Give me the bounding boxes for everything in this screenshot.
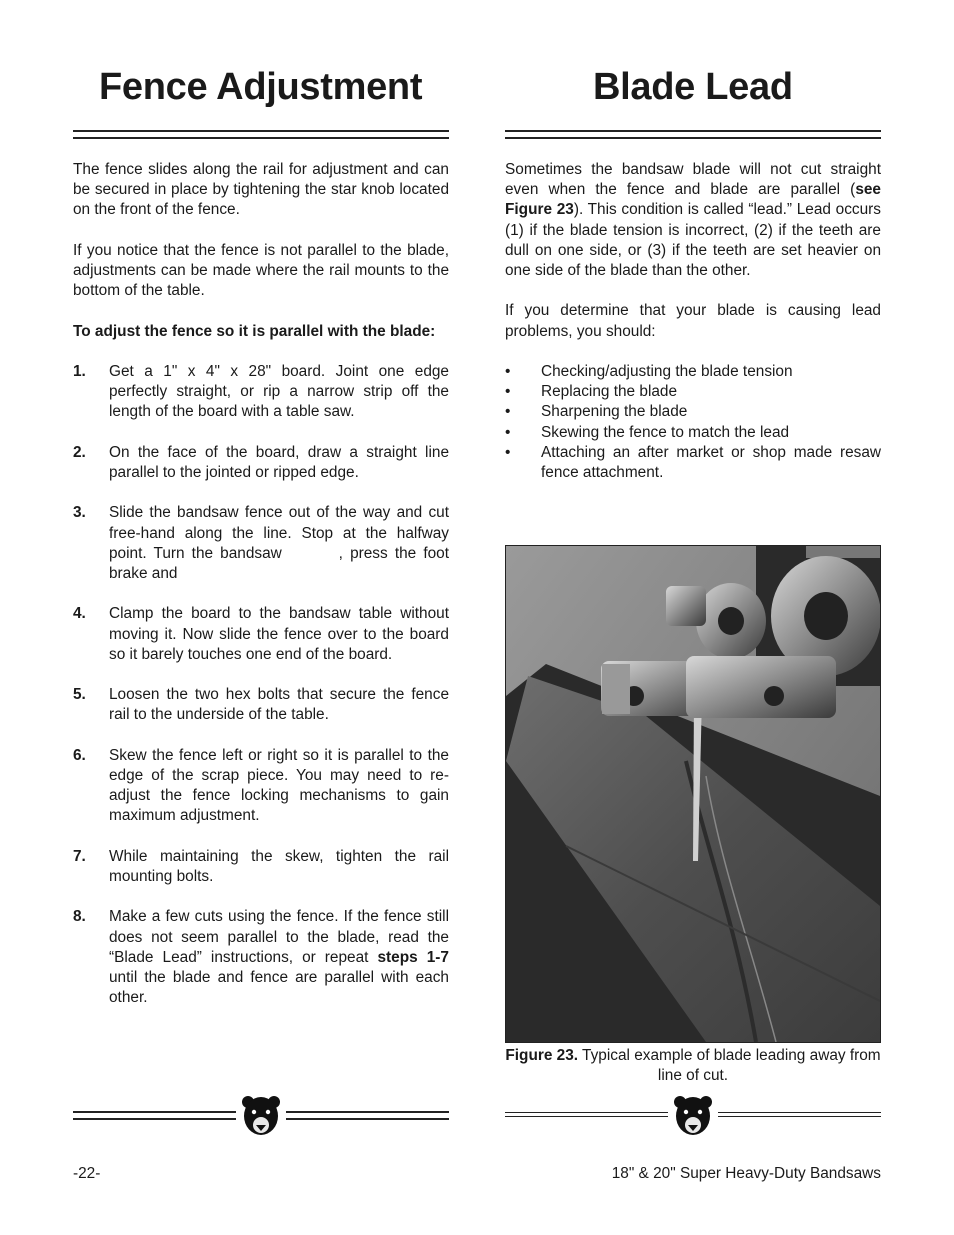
step-text: Clamp the board to the bandsaw table without moving it. Now slide the fence over to the board so it barely touches one end of the board. [109, 605, 449, 663]
step-item [73, 503, 454, 584]
fence-parallel-paragraph: If you notice that the fence is not parallel to the blade, adjustments can be made where the rail mounts to the bottom of the table. [73, 241, 449, 300]
step-item [73, 604, 449, 665]
bear-logo-icon [673, 1095, 713, 1137]
bullet-text: Replacing the blade [541, 383, 678, 401]
step-text: Slide the bandsaw fence out of the way and cut free-hand along the line. Stop at the halfway point. Turn the bandsaw , press the foot brake and [109, 504, 454, 582]
bullet-item [505, 443, 881, 483]
step-number: 7. [73, 847, 86, 865]
step-text: Loosen the two hex bolts that secure the fence rail to the underside of the table. [109, 686, 449, 724]
step-item [73, 907, 449, 1008]
fence-instruction-heading: To adjust the fence so it is parallel with the blade: [73, 322, 436, 340]
fence-adjustment-body [73, 160, 454, 1029]
step-text: Skew the fence left or right so it is parallel to the edge of the scrap piece. You may need to re-adjust the fence locking mechanisms to gain maximum adjustment. [109, 746, 449, 825]
bullet-item [505, 423, 881, 443]
step-number: 8. [73, 908, 86, 926]
bullet-item [505, 402, 881, 422]
bullet-item [505, 382, 881, 402]
heading-rule [505, 130, 881, 139]
blade-lead-heading: Blade Lead [593, 66, 793, 108]
bandsaw-blade-photo [506, 546, 880, 1042]
bear-logo-icon [241, 1095, 281, 1137]
footer-divider [505, 1090, 881, 1140]
bullet-text: Skewing the fence to match the lead [541, 423, 790, 441]
step-item [73, 443, 449, 483]
step-number: 6. [73, 746, 86, 764]
footer-divider [73, 1090, 449, 1140]
step-number: 1. [73, 362, 86, 380]
remedy-bullet-list [505, 362, 881, 483]
bullet-marker: • [505, 363, 511, 380]
step-text: Get a 1" x 4" x 28" board. Joint one edge perfectly straight, or rip a narrow strip off the length of the board with a table saw. [109, 362, 449, 421]
bullet-text: Attaching an after market or shop made resaw fence attachment. [541, 443, 881, 482]
heading-rule [73, 130, 449, 139]
bullet-item [505, 362, 881, 382]
bullet-text: Checking/adjusting the blade tension [541, 363, 793, 380]
blade-lead-problem-paragraph: If you determine that your blade is causing lead problems, you should: [505, 302, 881, 340]
fence-adjustment-heading: Fence Adjustment [99, 66, 423, 108]
step-item [73, 746, 449, 827]
step-number: 3. [73, 504, 86, 522]
page-number: -22- [73, 1165, 101, 1182]
step-text: Make a few cuts using the fence. If the fence still does not seem parallel to the blade, read the “Blade Lead” instructions, or repeat steps 1-7 until the blade and fence are parallel with each other. [109, 908, 449, 1007]
step-number: 2. [73, 443, 86, 461]
step-text: While maintaining the skew, tighten the rail mounting bolts. [109, 847, 449, 885]
bullet-marker: • [505, 423, 511, 441]
blade-lead-intro-paragraph: Sometimes the bandsaw blade will not cut straight even when the fence and blade are parallel (see Figure 23). This condition is called “lead.” Lead occurs (1) if the blade tension is incorrect, (2) if the teeth are dull on one side, or (3) if the teeth are set heavier on one side of the blade than the other. [505, 161, 881, 280]
fence-steps-list [73, 362, 454, 887]
step-item [73, 847, 449, 887]
step-number: 4. [73, 605, 86, 623]
fence-intro-paragraph: The fence slides along the rail for adjustment and can be secured in place by tightening the star knob located on the front of the fence. [73, 161, 449, 219]
step-item [73, 685, 449, 725]
bullet-marker: • [505, 443, 511, 461]
step-item [73, 362, 449, 423]
manual-title: 18" & 20" Super Heavy-Duty Bandsaws [611, 1165, 881, 1182]
bullet-marker: • [505, 383, 511, 401]
step-number: 5. [73, 686, 86, 704]
step-text: On the face of the board, draw a straight line parallel to the jointed or ripped edge. [109, 443, 449, 481]
blade-lead-body [505, 160, 881, 483]
figure-23-photo [505, 545, 881, 1043]
bullet-text: Sharpening the blade [541, 403, 688, 421]
bullet-marker: • [505, 403, 511, 421]
figure-23-caption: Figure 23. Typical example of blade leading away from line of cut. [505, 1047, 881, 1085]
